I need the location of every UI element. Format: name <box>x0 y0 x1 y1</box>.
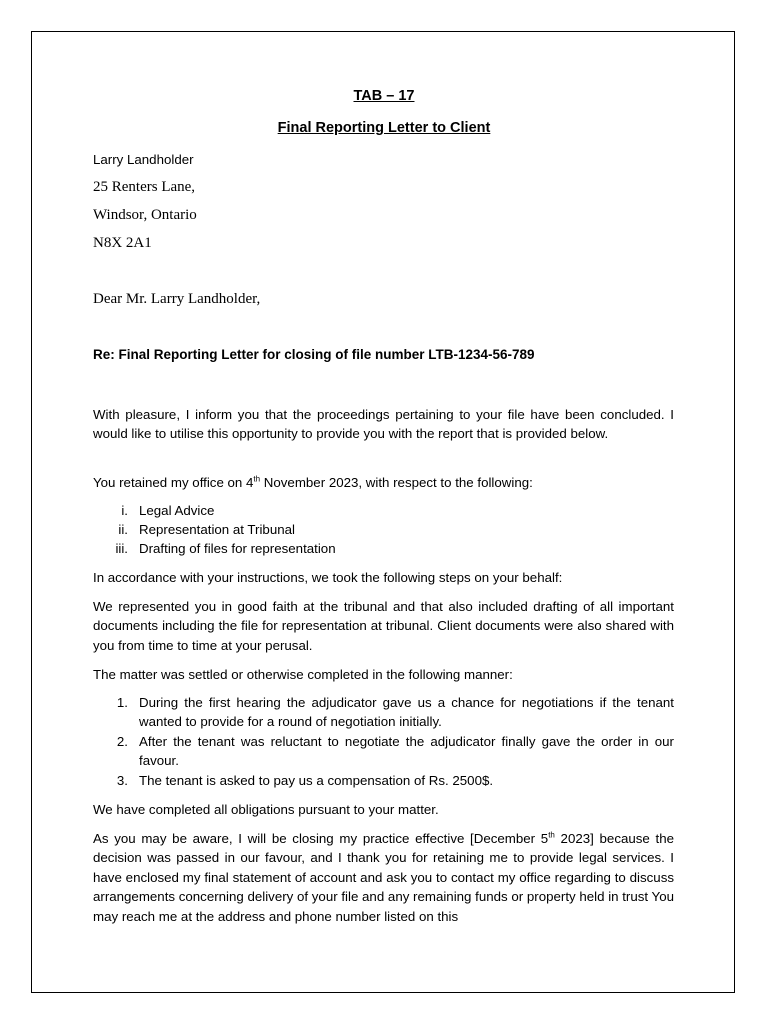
list-item: 1. During the first hearing the adjudicator gave us a chance for negotiations if the tenant wanted to provide for a round of negotiation initially. <box>116 695 674 730</box>
list-item: iii. Drafting of files for representation <box>115 541 336 556</box>
obligations-paragraph: We have completed all obligations pursuant to your matter. <box>93 802 439 817</box>
intro-paragraph: With pleasure, I inform you that the proceedings pertaining to your file have been concluded. I would like to utilise this opportunity to provide you with the report that is provided below. <box>93 407 674 442</box>
list-item: 2. After the tenant was reluctant to negotiate the adjudicator finally gave the order in our favour. <box>116 734 674 769</box>
steps-paragraph: We represented you in good faith at the tribunal and that also included drafting of all important documents including the file for representation at tribunal. Client documents were also shared with you from time to time at your perusal. <box>93 599 674 653</box>
letter-subtitle: Final Reporting Letter to Client <box>277 120 491 136</box>
retained-paragraph: You retained my office on 4th November 2023, with respect to the following: <box>93 474 533 490</box>
salutation: Dear Mr. Larry Landholder, <box>93 291 261 307</box>
list-item: i. Legal Advice <box>121 503 215 518</box>
recipient-postal: N8X 2A1 <box>93 235 152 251</box>
re-line: Re: Final Reporting Letter for closing of file number LTB-1234-56-789 <box>93 347 535 362</box>
tab-title: TAB – 17 <box>353 88 415 104</box>
recipient-street: 25 Renters Lane, <box>93 179 196 195</box>
instructions-paragraph: In accordance with your instructions, we took the following steps on your behalf: <box>93 570 563 585</box>
list-item: ii. Representation at Tribunal <box>118 522 295 537</box>
recipient-name: Larry Landholder <box>93 152 194 167</box>
closing-paragraph: As you may be aware, I will be closing my practice effective [December 5th 2023] because the decision was passed in our favour, and I thank you for retaining me to provide legal services. I have enclosed my final statement of account and ask you to contact my office regarding to discuss arrangements concerning delivery of your file and any remaining funds or property held in trust You may reach me at the address and phone number listed on this <box>93 830 674 924</box>
recipient-city: Windsor, Ontario <box>93 207 197 223</box>
list-item: 3. The tenant is asked to pay us a compensation of Rs. 2500$. <box>116 773 494 788</box>
settled-paragraph: The matter was settled or otherwise completed in the following manner: <box>93 667 513 682</box>
